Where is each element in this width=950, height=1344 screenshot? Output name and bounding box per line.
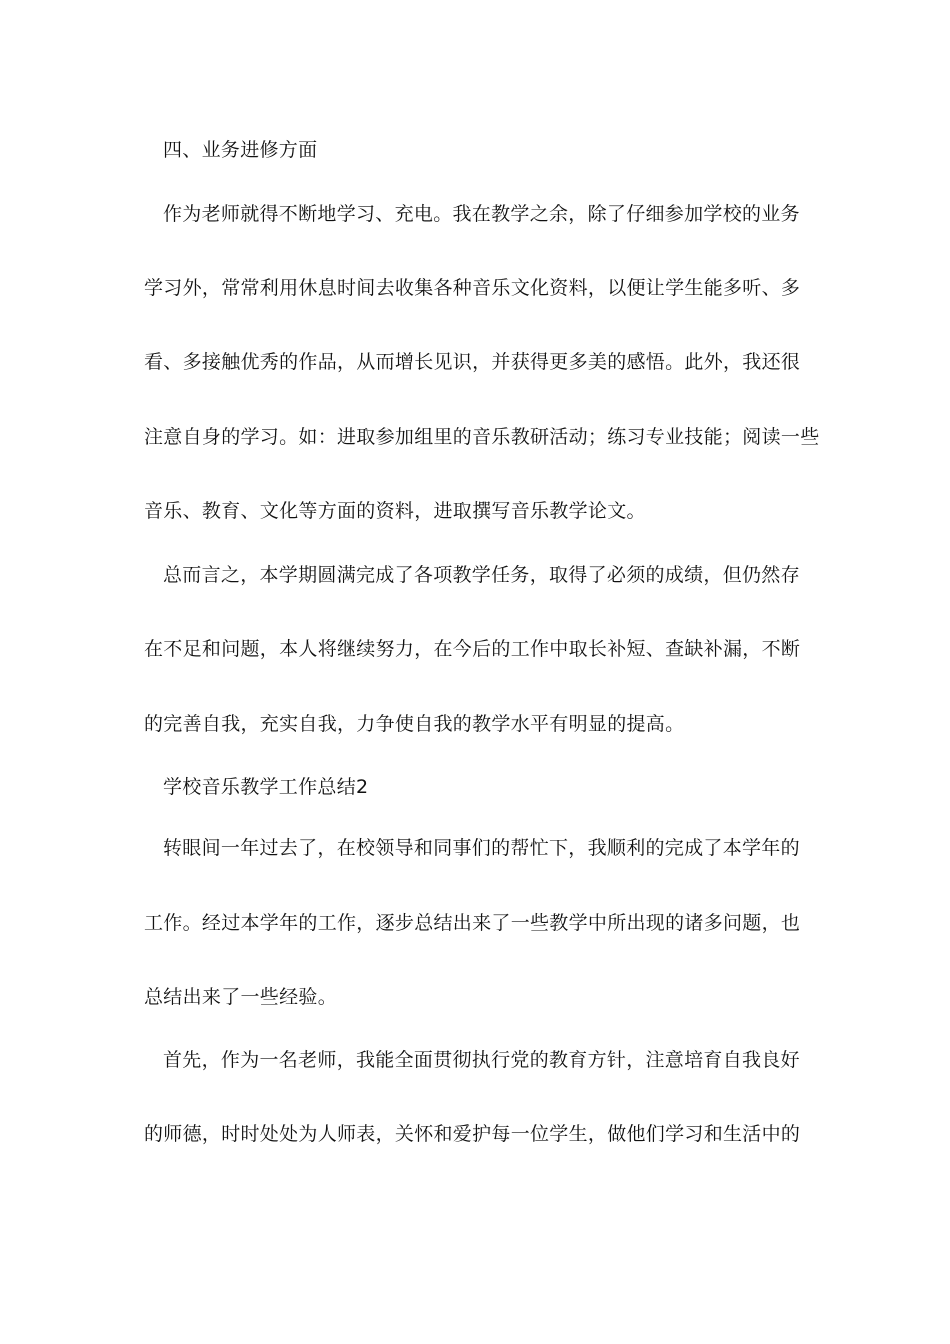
section-title: 学校音乐教学工作总结2 [163, 776, 369, 798]
paragraph-line: 总结出来了一些经验。 [144, 986, 338, 1008]
paragraph-line: 作为老师就得不断地学习、充电。我在教学之余，除了仔细参加学校的业务 [163, 203, 800, 225]
paragraph-line: 工作。经过本学年的工作，逐步总结出来了一些教学中所出现的诸多问题，也 [144, 912, 801, 934]
section-heading: 四、业务进修方面 [163, 139, 318, 161]
paragraph-line: 音乐、教育、文化等方面的资料，进取撰写音乐教学论文。 [144, 500, 646, 522]
paragraph-line: 学习外，常常利用休息时间去收集各种音乐文化资料，以便让学生能多听、多 [144, 277, 801, 299]
paragraph-line: 首先，作为一名老师，我能全面贯彻执行党的教育方针，注意培育自我良好 [163, 1049, 800, 1071]
paragraph-line: 的完善自我，充实自我，力争使自我的教学水平有明显的提高。 [144, 713, 685, 735]
paragraph-line: 总而言之，本学期圆满完成了各项教学任务，取得了必须的成绩，但仍然存 [163, 564, 800, 586]
paragraph-line: 转眼间一年过去了，在校领导和同事们的帮忙下，我顺利的完成了本学年的 [163, 837, 800, 859]
paragraph-line: 在不足和问题，本人将继续努力，在今后的工作中取长补短、查缺补漏，不断 [144, 638, 801, 660]
paragraph-line: 看、多接触优秀的作品，从而增长见识，并获得更多美的感悟。此外，我还很 [144, 351, 801, 373]
paragraph-line: 的师德，时时处处为人师表，关怀和爱护每一位学生，做他们学习和生活中的 [144, 1123, 801, 1145]
paragraph-line: 注意自身的学习。如：进取参加组里的音乐教研活动；练习专业技能；阅读一些 [144, 426, 820, 448]
